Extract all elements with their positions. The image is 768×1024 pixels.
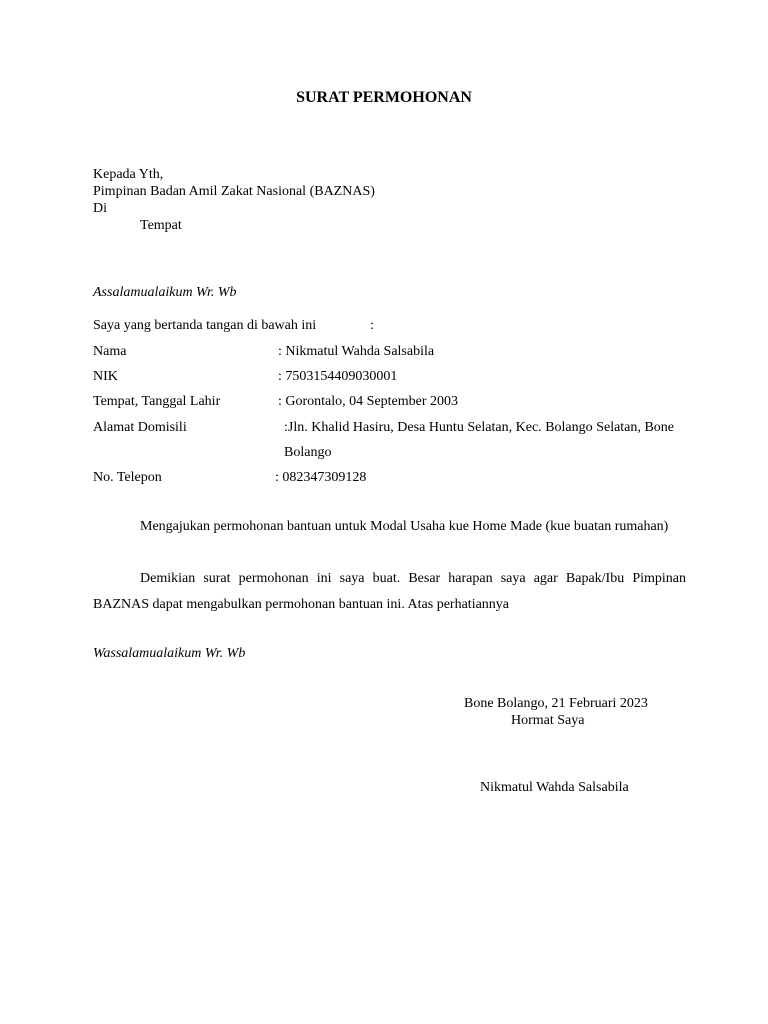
field-label-telepon: No. Telepon [93, 470, 162, 485]
field-value-nama: : Nikmatul Wahda Salsabila [278, 344, 435, 359]
field-value-telepon: : 082347309128 [275, 470, 367, 485]
field-label-nama: Nama [93, 344, 127, 359]
intro-text: Saya yang bertanda tangan di bawah ini [93, 318, 317, 333]
field-value-alamat: :Jln. Khalid Hasiru, Desa Huntu Selatan, Kec. Bolango Selatan, Bone Bolango [284, 420, 674, 460]
field-label-ttl: Tempat, Tanggal Lahir [93, 394, 221, 409]
field-label-alamat: Alamat Domisili [93, 420, 187, 435]
closing-greeting: Wassalamualaikum Wr. Wb [93, 646, 246, 661]
recipient-line-4: Tempat [140, 218, 182, 233]
recipient-line-2: Pimpinan Badan Amil Zakat Nasional (BAZNAS) [93, 184, 375, 199]
intro-colon: : [370, 318, 374, 333]
field-value-ttl: : Gorontalo, 04 September 2003 [278, 394, 459, 409]
signature-place-date: Bone Bolango, 21 Februari 2023 [464, 696, 648, 711]
recipient-line-3: Di [93, 201, 107, 216]
recipient-line-1: Kepada Yth, [93, 167, 164, 182]
field-value-nik: : 7503154409030001 [278, 369, 398, 384]
signature-name: Nikmatul Wahda Salsabila [480, 780, 629, 795]
field-label-nik: NIK [93, 369, 118, 384]
body-paragraph-2: Demikian surat permohonan ini saya buat. Besar harapan saya agar Bapak/Ibu Pimpinan BAZNAS dapat mengabulkan permohonan bantuan ini. Atas perhatiannya [93, 571, 686, 612]
letter-title: SURAT PERMOHONAN [296, 89, 472, 106]
signature-regards: Hormat Saya [511, 713, 585, 728]
opening-greeting: Assalamualaikum Wr. Wb [93, 285, 237, 300]
body-paragraph-1: Mengajukan permohonan bantuan untuk Modal Usaha kue Home Made (kue buatan rumahan) [140, 519, 669, 534]
